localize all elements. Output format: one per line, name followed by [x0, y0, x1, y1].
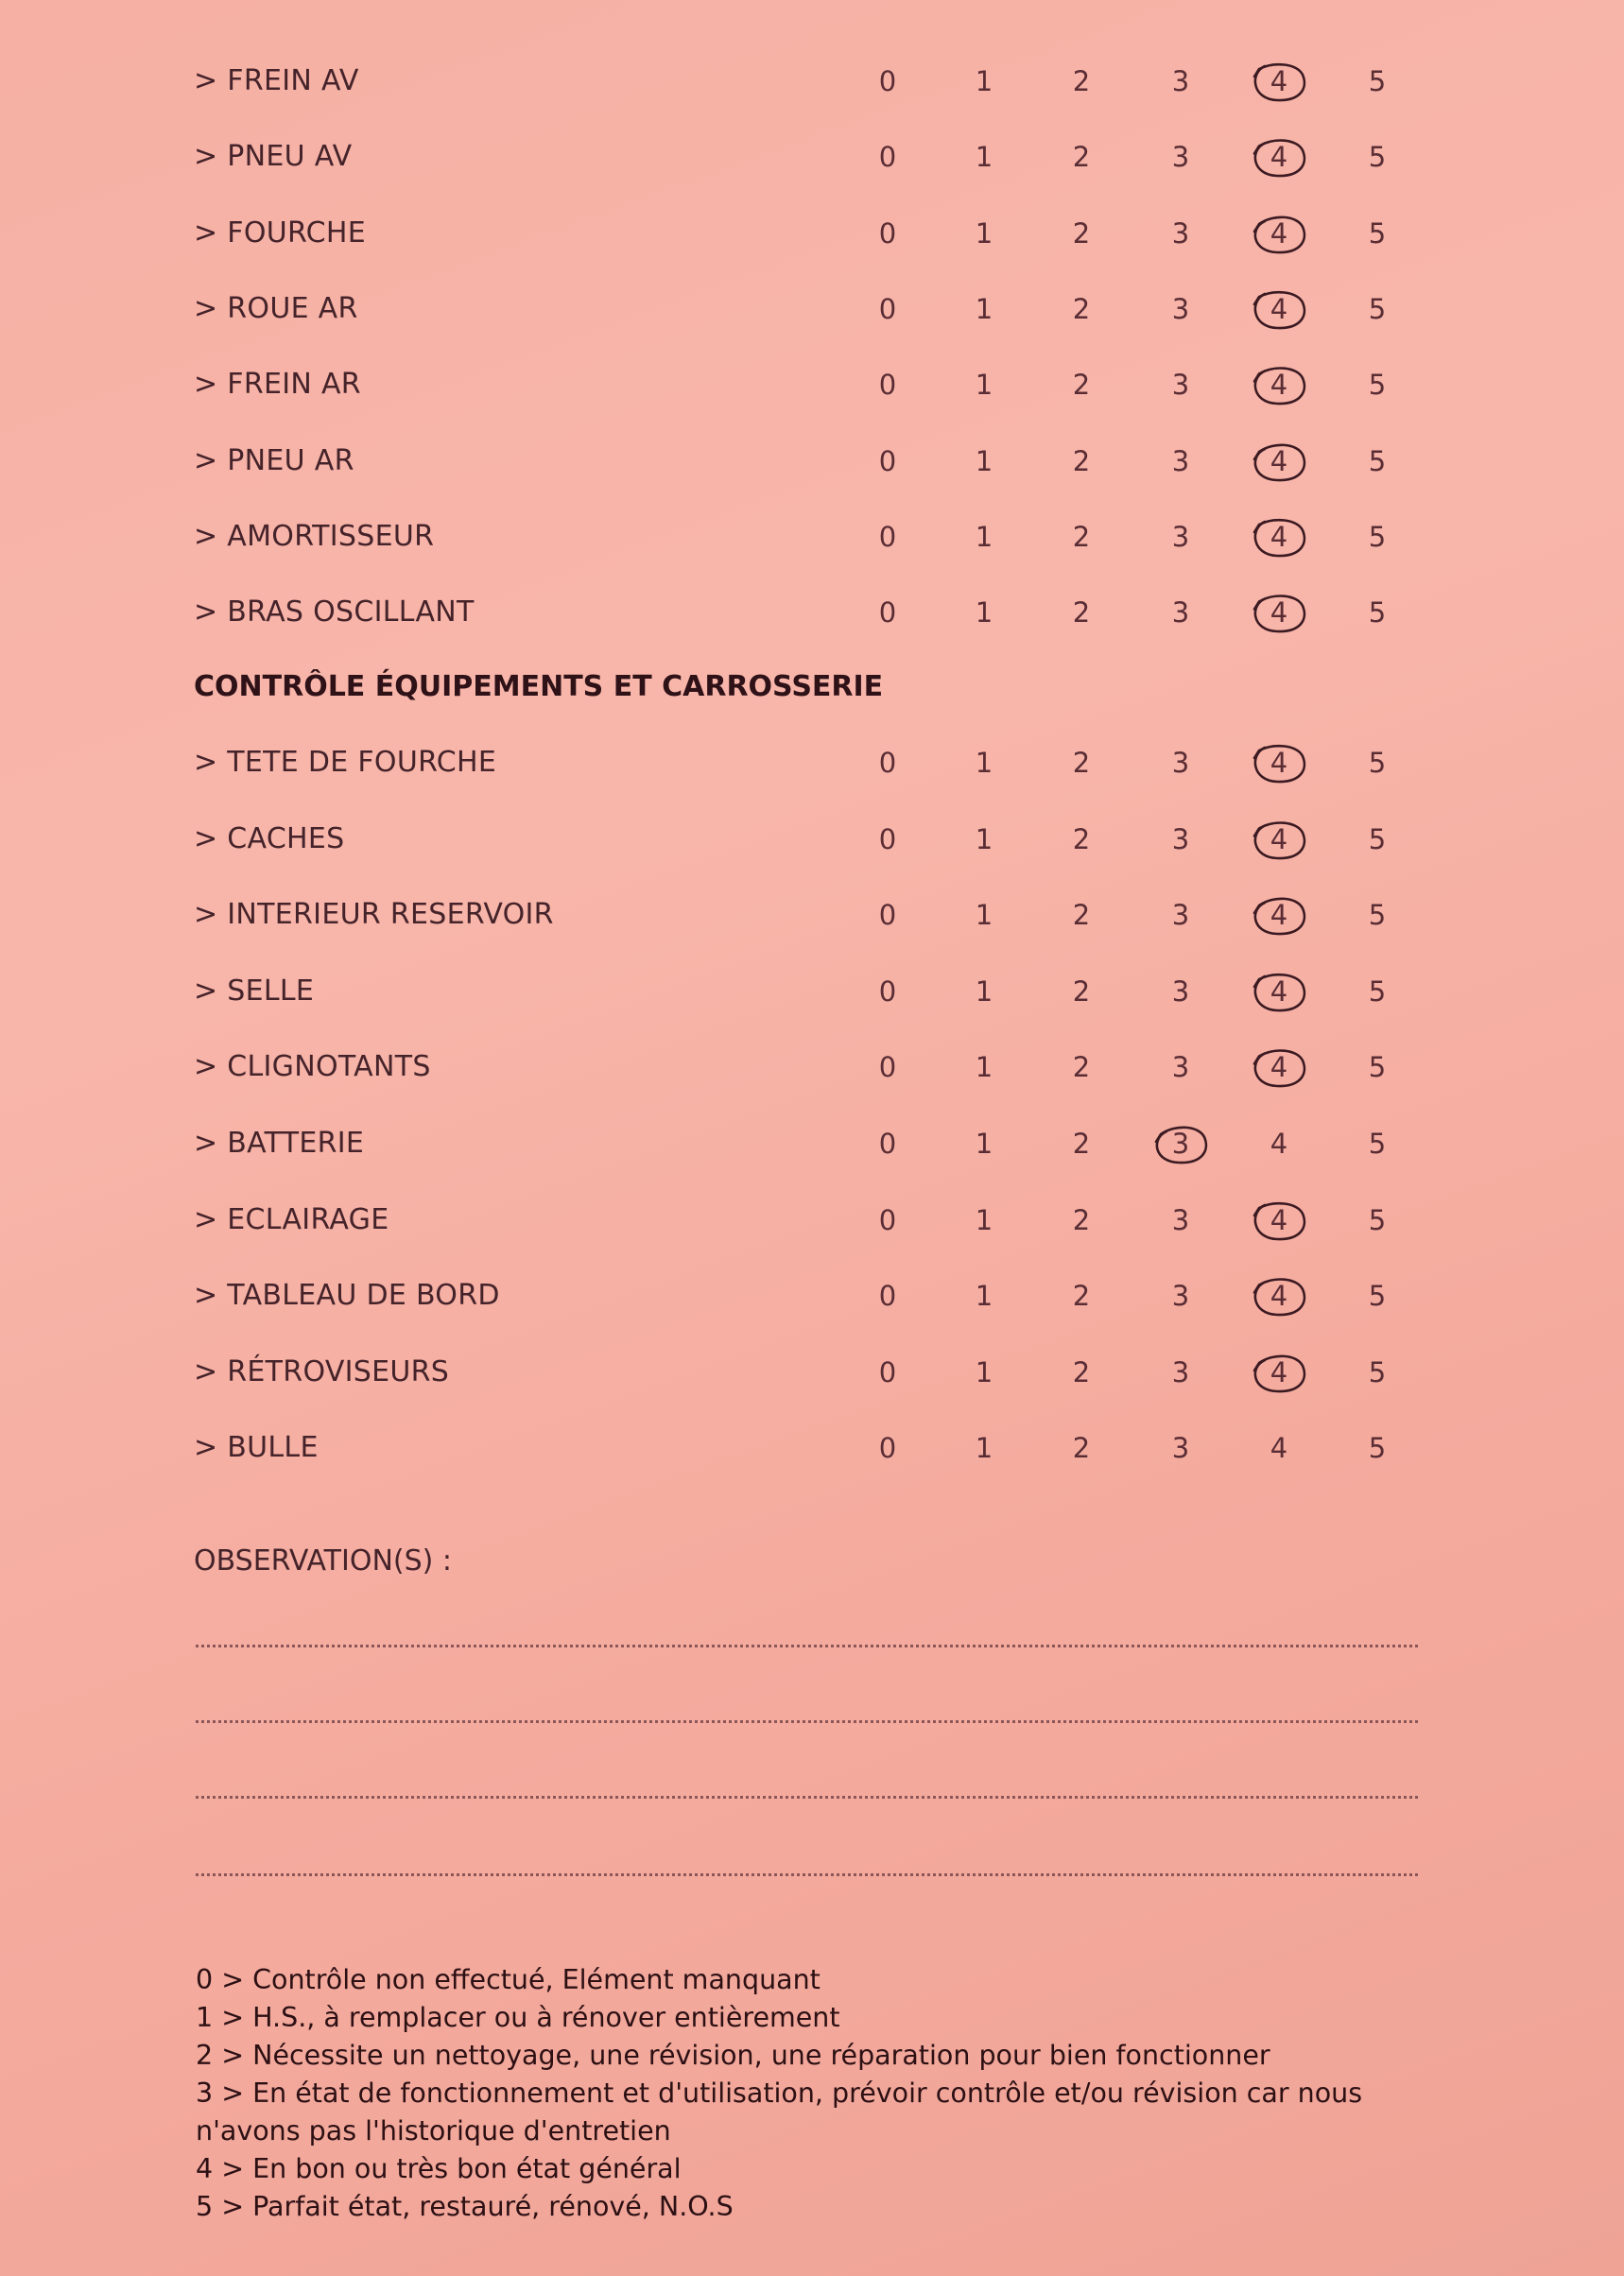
score-option-4-selected[interactable]: [1251, 433, 1307, 490]
score-value: 0: [878, 444, 897, 477]
score-value: 0: [878, 1432, 897, 1465]
score-value: 0: [878, 520, 897, 553]
score-option-0[interactable]: [859, 129, 916, 185]
score-value: 0: [878, 899, 897, 932]
item-label: > PNEU AV: [194, 140, 353, 174]
score-option-1[interactable]: [956, 734, 1012, 791]
score-option-4-selected[interactable]: [1251, 963, 1307, 1020]
score-value: 3: [1171, 974, 1190, 1008]
score-option-0[interactable]: [859, 433, 916, 490]
item-label: > FREIN AR: [194, 368, 361, 402]
score-value: 3: [1171, 141, 1190, 174]
score-value: 2: [1072, 65, 1091, 97]
checklist-row: [194, 281, 1423, 337]
score-option-2[interactable]: [1053, 53, 1110, 110]
score-value: 4: [1270, 369, 1288, 402]
checklist-row: [194, 584, 1423, 641]
checklist-row: [194, 887, 1423, 943]
score-value: 1: [975, 520, 993, 553]
score-value: 4: [1270, 292, 1288, 325]
checklist-row: [194, 356, 1423, 413]
score-value: 4: [1270, 596, 1288, 629]
score-value: 2: [1072, 216, 1091, 250]
score-option-4[interactable]: [1251, 1115, 1307, 1172]
score-option-3[interactable]: [1152, 205, 1209, 262]
score-value: 4: [1270, 1128, 1288, 1160]
score-option-4[interactable]: [1251, 1420, 1307, 1476]
score-option-0[interactable]: [859, 1267, 916, 1324]
score-option-0[interactable]: [859, 811, 916, 868]
section-title: CONTRÔLE ÉQUIPEMENTS ET CARROSSERIE: [194, 670, 884, 703]
score-value: 5: [1368, 1280, 1387, 1313]
score-value: 4: [1270, 141, 1288, 174]
score-option-3[interactable]: [1152, 1420, 1209, 1476]
score-value: 5: [1368, 974, 1387, 1008]
score-option-3[interactable]: [1152, 584, 1209, 641]
score-option-0[interactable]: [859, 1039, 916, 1095]
score-value: 1: [975, 369, 993, 402]
score-option-0[interactable]: [859, 356, 916, 413]
score-option-2[interactable]: [1053, 887, 1110, 943]
score-option-2[interactable]: [1053, 734, 1110, 791]
score-option-2[interactable]: [1053, 433, 1110, 490]
score-value: 1: [975, 822, 993, 855]
score-option-3[interactable]: [1152, 963, 1209, 1020]
score-value: 0: [878, 1051, 897, 1084]
score-option-5[interactable]: [1349, 281, 1406, 337]
score-value: 2: [1072, 1280, 1091, 1313]
score-value: 0: [878, 822, 897, 855]
score-value: 1: [975, 1355, 993, 1388]
score-option-4-selected[interactable]: [1251, 1344, 1307, 1401]
score-option-5[interactable]: [1349, 1039, 1406, 1095]
legend-line: 4 > En bon ou très bon état général: [196, 2153, 682, 2184]
score-option-1[interactable]: [956, 281, 1012, 337]
score-option-4-selected[interactable]: [1251, 509, 1307, 565]
legend-line: 5 > Parfait état, restauré, rénové, N.O.S: [196, 2191, 734, 2222]
score-option-3[interactable]: [1152, 1039, 1209, 1095]
score-value: 0: [878, 1355, 897, 1388]
score-option-5[interactable]: [1349, 205, 1406, 262]
score-option-1[interactable]: [956, 1115, 1012, 1172]
score-option-1[interactable]: [956, 887, 1012, 943]
item-label: > ECLAIRAGE: [194, 1202, 389, 1236]
score-option-5[interactable]: [1349, 53, 1406, 110]
legend-line: 0 > Contrôle non effectué, Elément manquant: [196, 1964, 821, 1995]
score-option-1[interactable]: [956, 1039, 1012, 1095]
score-option-4-selected[interactable]: [1251, 205, 1307, 262]
score-option-0[interactable]: [859, 509, 916, 565]
score-option-1[interactable]: [956, 963, 1012, 1020]
score-value: 4: [1270, 974, 1288, 1008]
score-value: 5: [1368, 444, 1387, 477]
score-option-0[interactable]: [859, 584, 916, 641]
score-value: 5: [1368, 1128, 1387, 1160]
score-value: 0: [878, 369, 897, 402]
score-value: 1: [975, 1432, 993, 1465]
score-value: 4: [1270, 1432, 1288, 1465]
score-option-3[interactable]: [1152, 887, 1209, 943]
score-value: 4: [1270, 747, 1288, 779]
checklist-row: [194, 53, 1423, 110]
checklist-row: [194, 811, 1423, 868]
score-value: 2: [1072, 141, 1091, 174]
score-value: 0: [878, 596, 897, 629]
score-option-3[interactable]: [1152, 509, 1209, 565]
score-option-5[interactable]: [1349, 584, 1406, 641]
score-option-5[interactable]: [1349, 1192, 1406, 1249]
score-option-0[interactable]: [859, 1420, 916, 1476]
score-value: 5: [1368, 822, 1387, 855]
checklist-row: [194, 1420, 1423, 1476]
score-value: 5: [1368, 1355, 1387, 1388]
score-value: 3: [1171, 1280, 1190, 1313]
score-option-1[interactable]: [956, 1420, 1012, 1476]
item-label: > PNEU AR: [194, 443, 354, 477]
score-value: 3: [1171, 444, 1190, 477]
score-option-4-selected[interactable]: [1251, 1267, 1307, 1324]
score-value: 1: [975, 974, 993, 1008]
observation-line[interactable]: [196, 1645, 1418, 1647]
score-option-3[interactable]: [1152, 356, 1209, 413]
score-value: 0: [878, 141, 897, 174]
score-option-3[interactable]: [1152, 1192, 1209, 1249]
score-option-1[interactable]: [956, 584, 1012, 641]
score-option-1[interactable]: [956, 356, 1012, 413]
score-option-5[interactable]: [1349, 1344, 1406, 1401]
score-value: 4: [1270, 1355, 1288, 1388]
score-value: 0: [878, 216, 897, 250]
item-label: > FOURCHE: [194, 216, 367, 250]
legend-line: 2 > Nécessite un nettoyage, une révision, une réparation pour bien fonctionner: [196, 2040, 1270, 2071]
score-option-5[interactable]: [1349, 734, 1406, 791]
score-option-5[interactable]: [1349, 1115, 1406, 1172]
score-option-0[interactable]: [859, 281, 916, 337]
score-option-1[interactable]: [956, 129, 1012, 185]
score-option-3[interactable]: [1152, 1267, 1209, 1324]
checklist-row: [194, 433, 1423, 490]
score-value: 3: [1171, 65, 1190, 97]
score-value: 2: [1072, 1128, 1091, 1160]
score-value: 4: [1270, 822, 1288, 855]
score-option-5[interactable]: [1349, 887, 1406, 943]
observation-line[interactable]: [196, 1796, 1418, 1799]
score-value: 5: [1368, 899, 1387, 932]
score-value: 4: [1270, 444, 1288, 477]
score-value: 1: [975, 65, 993, 97]
checklist-row: [194, 1039, 1423, 1095]
score-value: 3: [1171, 292, 1190, 325]
item-label: > ROUE AR: [194, 291, 358, 325]
score-value: 2: [1072, 596, 1091, 629]
score-value: 5: [1368, 1051, 1387, 1084]
score-option-0[interactable]: [859, 734, 916, 791]
score-value: 3: [1171, 596, 1190, 629]
score-option-2[interactable]: [1053, 811, 1110, 868]
score-option-3[interactable]: [1152, 53, 1209, 110]
score-option-3[interactable]: [1152, 734, 1209, 791]
score-option-1[interactable]: [956, 1267, 1012, 1324]
score-value: 1: [975, 747, 993, 779]
score-option-0[interactable]: [859, 205, 916, 262]
score-option-2[interactable]: [1053, 1039, 1110, 1095]
score-value: 2: [1072, 974, 1091, 1008]
score-value: 5: [1368, 596, 1387, 629]
item-label: > SELLE: [194, 974, 315, 1008]
score-option-3[interactable]: [1152, 1344, 1209, 1401]
score-option-0[interactable]: [859, 1115, 916, 1172]
item-label: > TETE DE FOURCHE: [194, 746, 497, 779]
score-option-4-selected[interactable]: [1251, 734, 1307, 791]
score-value: 0: [878, 747, 897, 779]
score-value: 4: [1270, 65, 1288, 97]
score-option-2[interactable]: [1053, 1344, 1110, 1401]
score-value: 4: [1270, 1280, 1288, 1313]
score-value: 1: [975, 1051, 993, 1084]
score-option-2[interactable]: [1053, 1115, 1110, 1172]
score-option-4-selected[interactable]: [1251, 1039, 1307, 1095]
score-option-2[interactable]: [1053, 356, 1110, 413]
score-value: 0: [878, 292, 897, 325]
checklist-row: [194, 205, 1423, 262]
score-option-1[interactable]: [956, 205, 1012, 262]
score-value: 5: [1368, 216, 1387, 250]
score-option-1[interactable]: [956, 1344, 1012, 1401]
checklist-row: [194, 734, 1423, 791]
score-value: 3: [1171, 520, 1190, 553]
score-value: 3: [1171, 1051, 1190, 1084]
score-option-2[interactable]: [1053, 1420, 1110, 1476]
score-value: 4: [1270, 520, 1288, 553]
score-value: 1: [975, 596, 993, 629]
score-value: 1: [975, 141, 993, 174]
score-option-4-selected[interactable]: [1251, 129, 1307, 185]
score-value: 3: [1171, 1128, 1190, 1160]
score-option-0[interactable]: [859, 1192, 916, 1249]
score-option-5[interactable]: [1349, 129, 1406, 185]
item-label: > TABLEAU DE BORD: [194, 1279, 500, 1313]
score-option-0[interactable]: [859, 963, 916, 1020]
item-label: > RÉTROVISEURS: [194, 1354, 450, 1388]
score-option-5[interactable]: [1349, 963, 1406, 1020]
score-option-0[interactable]: [859, 53, 916, 110]
item-label: > AMORTISSEUR: [194, 519, 435, 553]
score-value: 2: [1072, 1051, 1091, 1084]
item-label: > CACHES: [194, 821, 345, 855]
score-value: 3: [1171, 899, 1190, 932]
rating-legend: [196, 1961, 1415, 2226]
score-option-3[interactable]: [1152, 811, 1209, 868]
score-value: 2: [1072, 1432, 1091, 1465]
score-option-1[interactable]: [956, 811, 1012, 868]
score-option-0[interactable]: [859, 887, 916, 943]
score-value: 2: [1072, 520, 1091, 553]
checklist-row: [194, 963, 1423, 1020]
score-value: 4: [1270, 1051, 1288, 1084]
checklist-row: [194, 1344, 1423, 1401]
score-value: 5: [1368, 1432, 1387, 1465]
score-option-2[interactable]: [1053, 205, 1110, 262]
legend-line: 3 > En état de fonctionnement et d'utilisation, prévoir contrôle et/ou révision car nous: [196, 2078, 1363, 2109]
score-value: 1: [975, 292, 993, 325]
checklist-row: [194, 1192, 1423, 1249]
score-value: 5: [1368, 369, 1387, 402]
score-value: 4: [1270, 216, 1288, 250]
score-value: 5: [1368, 65, 1387, 97]
legend-line: n'avons pas l'historique d'entretien: [196, 2115, 671, 2147]
score-value: 1: [975, 899, 993, 932]
score-value: 3: [1171, 216, 1190, 250]
score-value: 1: [975, 1203, 993, 1236]
item-label: > INTERIEUR RESERVOIR: [194, 898, 554, 932]
score-option-4-selected[interactable]: [1251, 887, 1307, 943]
score-option-4-selected[interactable]: [1251, 356, 1307, 413]
score-value: 3: [1171, 1203, 1190, 1236]
score-option-3[interactable]: [1152, 129, 1209, 185]
score-option-4-selected[interactable]: [1251, 281, 1307, 337]
score-value: 1: [975, 1280, 993, 1313]
score-option-2[interactable]: [1053, 509, 1110, 565]
score-value: 2: [1072, 369, 1091, 402]
score-value: 3: [1171, 369, 1190, 402]
checklist-row: [194, 1267, 1423, 1324]
item-label: > BATTERIE: [194, 1127, 365, 1160]
score-value: 2: [1072, 1203, 1091, 1236]
score-option-5[interactable]: [1349, 356, 1406, 413]
score-option-4-selected[interactable]: [1251, 53, 1307, 110]
score-value: 0: [878, 1128, 897, 1160]
score-value: 2: [1072, 747, 1091, 779]
score-option-4-selected[interactable]: [1251, 584, 1307, 641]
checklist-row: [194, 509, 1423, 565]
item-label: > BULLE: [194, 1431, 319, 1465]
item-label: > BRAS OSCILLANT: [194, 595, 475, 629]
score-value: 5: [1368, 1203, 1387, 1236]
score-option-1[interactable]: [956, 433, 1012, 490]
score-option-5[interactable]: [1349, 1420, 1406, 1476]
score-option-1[interactable]: [956, 53, 1012, 110]
score-value: 2: [1072, 292, 1091, 325]
score-value: 0: [878, 1203, 897, 1236]
checklist-row: [194, 129, 1423, 185]
item-label: > FREIN AV: [194, 64, 359, 97]
score-option-2[interactable]: [1053, 281, 1110, 337]
score-option-0[interactable]: [859, 1344, 916, 1401]
observations-label: OBSERVATION(S) :: [194, 1544, 452, 1578]
score-value: 1: [975, 1128, 993, 1160]
score-value: 2: [1072, 822, 1091, 855]
score-option-5[interactable]: [1349, 1267, 1406, 1324]
score-value: 2: [1072, 899, 1091, 932]
observation-line[interactable]: [196, 1873, 1418, 1876]
score-option-5[interactable]: [1349, 811, 1406, 868]
checklist-row: [194, 1115, 1423, 1172]
score-option-3-selected[interactable]: [1152, 1115, 1209, 1172]
score-option-2[interactable]: [1053, 129, 1110, 185]
score-value: 0: [878, 974, 897, 1008]
score-option-4-selected[interactable]: [1251, 1192, 1307, 1249]
score-option-1[interactable]: [956, 1192, 1012, 1249]
score-option-5[interactable]: [1349, 509, 1406, 565]
score-value: 5: [1368, 141, 1387, 174]
score-option-4-selected[interactable]: [1251, 811, 1307, 868]
legend-line: 1 > H.S., à remplacer ou à rénover entièrement: [196, 2002, 840, 2033]
score-option-3[interactable]: [1152, 433, 1209, 490]
score-value: 1: [975, 444, 993, 477]
score-option-2[interactable]: [1053, 1192, 1110, 1249]
score-value: 3: [1171, 1432, 1190, 1465]
item-label: > CLIGNOTANTS: [194, 1050, 431, 1084]
score-value: 0: [878, 1280, 897, 1313]
score-option-3[interactable]: [1152, 281, 1209, 337]
score-value: 2: [1072, 1355, 1091, 1388]
score-value: 5: [1368, 520, 1387, 553]
observation-line[interactable]: [196, 1720, 1418, 1723]
score-value: 2: [1072, 444, 1091, 477]
score-option-2[interactable]: [1053, 584, 1110, 641]
score-option-2[interactable]: [1053, 1267, 1110, 1324]
score-value: 3: [1171, 747, 1190, 779]
score-option-5[interactable]: [1349, 433, 1406, 490]
score-value: 4: [1270, 1203, 1288, 1236]
score-value: 1: [975, 216, 993, 250]
score-value: 5: [1368, 292, 1387, 325]
score-value: 0: [878, 65, 897, 97]
score-value: 3: [1171, 1355, 1190, 1388]
score-value: 3: [1171, 822, 1190, 855]
score-option-2[interactable]: [1053, 963, 1110, 1020]
score-value: 5: [1368, 747, 1387, 779]
score-value: 4: [1270, 899, 1288, 932]
score-option-1[interactable]: [956, 509, 1012, 565]
